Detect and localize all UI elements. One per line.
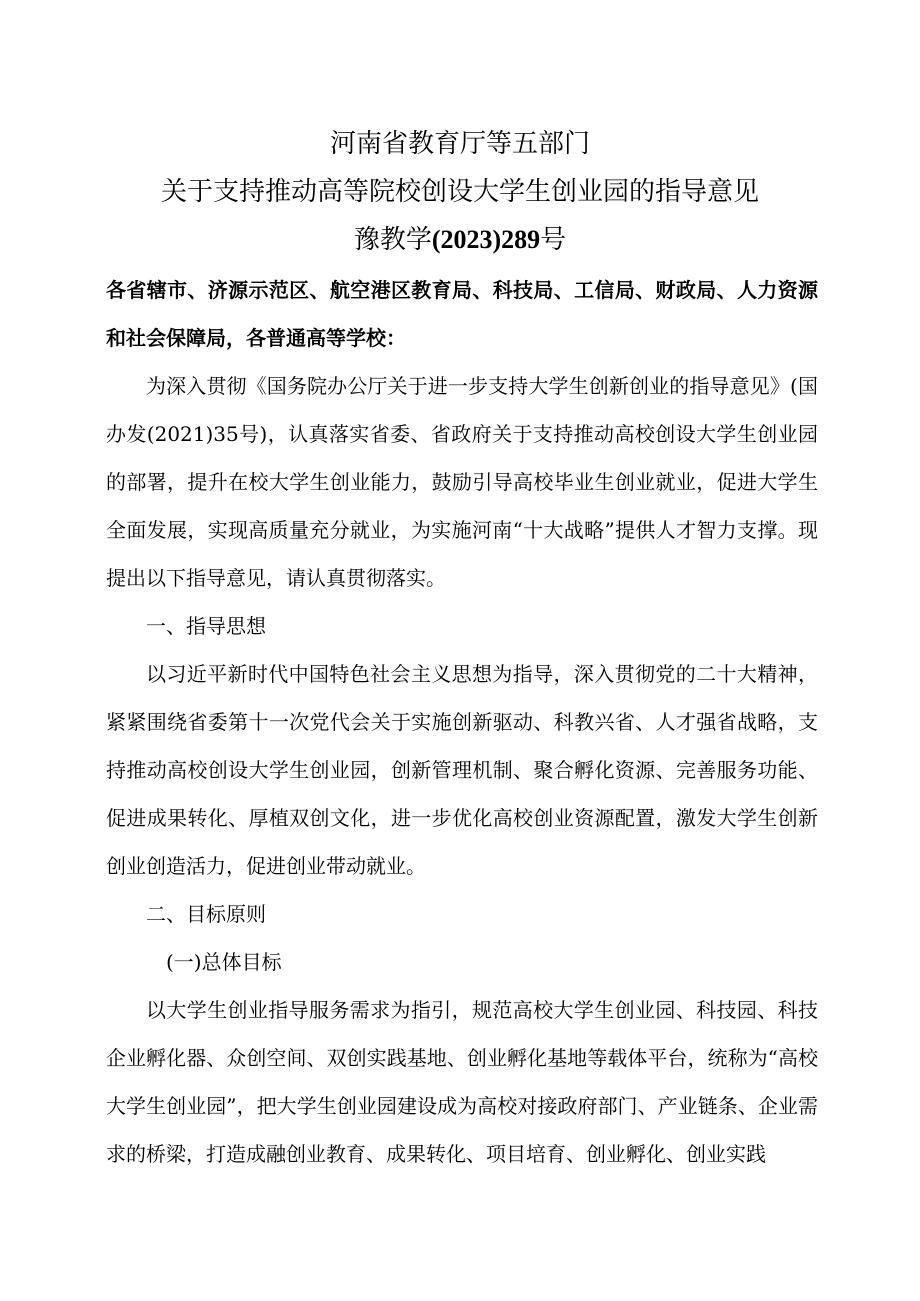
section-2-sub-1-paragraph: 以大学生创业指导服务需求为指引，规范高校大学生创业园、科技园、科技企业孵化器、众创空间、双创实践基地、创业孵化基地等载体平台，统称为“高校大学生创业园”，把大学生创业园建设成为高校对接政府部门、产业链条、企业需求的桥梁，打造成融创业教育、成果转化、项目培育、创业孵化、创业实践 <box>106 998 818 1166</box>
section-1-heading: 一、指导思想 <box>146 614 266 638</box>
doc-number-year: (2023)289 <box>431 225 541 254</box>
intro-paragraph: 为深入贯彻《国务院办公厅关于进一步支持大学生创新创业的指导意见》(国办发(2021)35号)，认真落实省委、省政府关于支持推动高校创设大学生创业园的部署，提升在校大学生创业能力，鼓励引导高校毕业生创业就业，促进大学生全面发展，实现高质量充分就业，为实施河南“十大战略”提供人才智力支撑。现提出以下指导意见，请认真贯彻落实。 <box>106 374 818 590</box>
doc-number-suffix: 号 <box>540 225 567 255</box>
doc-number-prefix: 豫教学 <box>353 225 432 255</box>
document-number <box>0 222 920 258</box>
title-line-2: 关于支持推动高等院校创设大学生创业园的指导意见 <box>160 177 759 207</box>
section-2-heading: 二、目标原则 <box>146 902 266 926</box>
title-line-1: 河南省教育厅等五部门 <box>329 129 590 159</box>
addressee: 各省辖市、济源示范区、航空港区教育局、科技局、工信局、财政局、人力资源和社会保障局，各普通高等学校： <box>106 278 818 350</box>
section-2-subheading-1: (一)总体目标 <box>166 950 282 974</box>
section-1-paragraph: 以习近平新时代中国特色社会主义思想为指导，深入贯彻党的二十大精神，紧紧围绕省委第十一次党代会关于实施创新驱动、科教兴省、人才强省战略，支持推动高校创设大学生创业园，创新管理机制、聚合孵化资源、完善服务功能、促进成果转化、厚植双创文化，进一步优化高校创业资源配置，激发大学生创新创业创造活力，促进创业带动就业。 <box>106 662 818 878</box>
document-body <box>106 266 818 1178</box>
